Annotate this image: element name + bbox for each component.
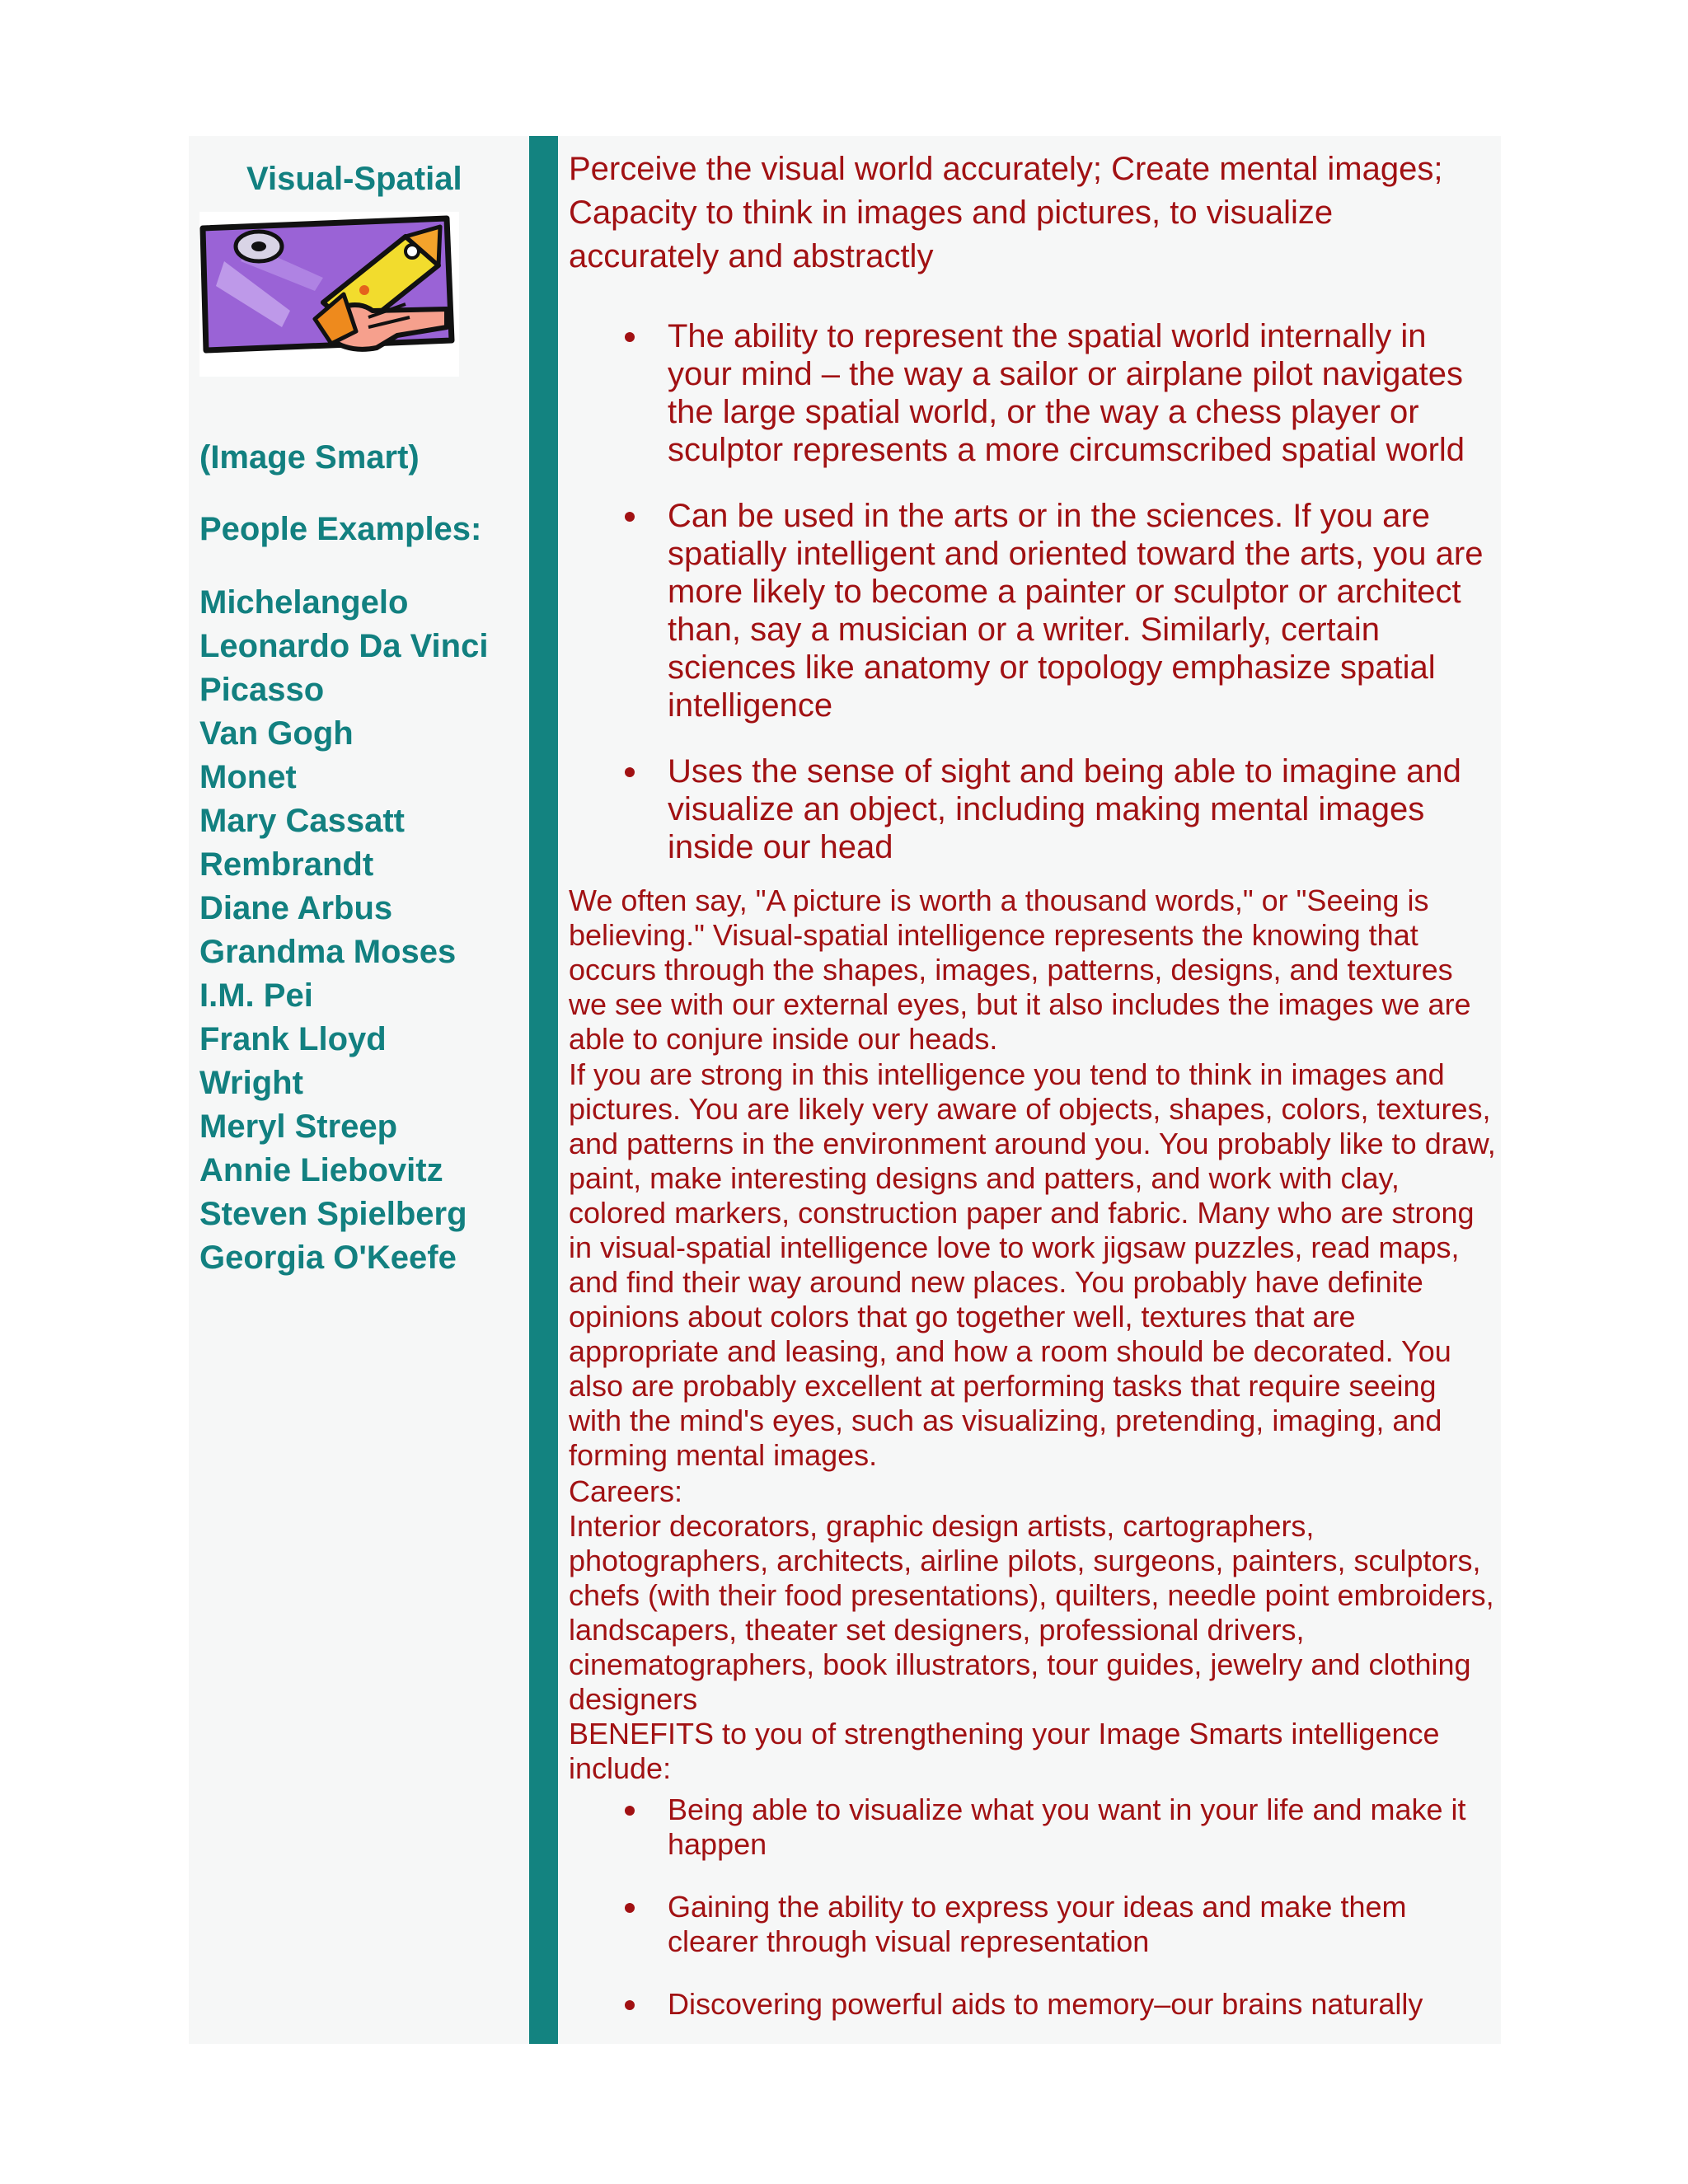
bullet-icon: [625, 512, 635, 522]
list-item: [569, 317, 1492, 469]
list-item: [569, 752, 1492, 866]
sidebar-title: Visual-Spatial: [246, 161, 462, 197]
list-item: Rembrandt: [199, 846, 374, 883]
list-item: Wright: [199, 1065, 303, 1101]
list-item: Monet: [199, 759, 297, 795]
list-item: Georgia O'Keefe: [199, 1240, 457, 1276]
bullet-icon: [625, 767, 635, 777]
people-list: [199, 581, 488, 1280]
list-item: Michelangelo: [199, 584, 409, 621]
benefits-bullet-list: [569, 1793, 1492, 2050]
intro-text: Perceive the visual world accurately; Create mental images; Capacity to think in images and pictures, to visualize accurately and abstractly: [569, 151, 1443, 274]
bullet-icon: [625, 1903, 635, 1913]
list-item: [569, 1890, 1492, 1959]
bullet-icon: [625, 332, 635, 342]
list-item: Leonardo Da Vinci: [199, 628, 489, 664]
list-item: Mary Cassatt: [199, 803, 406, 839]
hand-drawing-icon: [199, 212, 459, 377]
bullet-text: Gaining the ability to express your ideas and make them clearer through visual representation: [668, 1890, 1407, 1958]
list-item: Steven Spielberg: [199, 1196, 467, 1232]
ability-bullet-list: [569, 317, 1492, 894]
careers-label: Careers:: [569, 1474, 683, 1508]
list-item: Diane Arbus: [199, 890, 393, 926]
paragraph: We often say, "A picture is worth a thousand words," or "Seeing is believing." Visual-spatial intelligence represents the knowing that occurs through the shapes, images, patterns, designs, and textures we see with our external eyes, but it also includes the images we are able to conjure inside our heads.: [569, 883, 1471, 1056]
main-content: [569, 136, 1496, 2044]
list-item: [569, 1987, 1492, 2022]
list-item: Van Gogh: [199, 715, 354, 752]
list-item: Picasso: [199, 672, 325, 708]
column-divider: [529, 136, 558, 2044]
people-examples-heading: People Examples:: [199, 511, 482, 547]
paragraph: If you are strong in this intelligence you tend to think in images and pictures. You are likely very aware of objects, shapes, colors, textures, and patterns in the environment around you. You probably like to draw, paint, make interesting designs and patters, and work with clay, colored markers, construction paper and fabric. Many who are strong in visual-spatial intelligence love to work jigsaw puzzles, read maps, and find their way around new places. You probably have definite opinions about colors that go together well, textures that are appropriate and leasing, and how a room should be decorated. You also are probably excellent at performing tasks that require seeing with the mind's eyes, such as visualizing, pretending, imaging, and forming mental images.: [569, 1057, 1496, 1472]
bullet-text: The ability to represent the spatial world internally in your mind – the way a sailor or airplane pilot navigates the large spatial world, or the way a chess player or sculptor represents a more circumscribed spatial world: [668, 318, 1465, 468]
list-item: Annie Liebovitz: [199, 1152, 443, 1188]
bullet-text: Discovering powerful aids to memory–our brains naturally: [668, 1987, 1423, 2021]
careers-list: Interior decorators, graphic design artists, cartographers, photographers, architects, airline pilots, surgeons, painters, sculptors, chefs (with their food presentations), quilters, needle point embroiders, landscapers, theater set designers, professional drivers, cinematographers, book illustrators, tour guides, jewelry and clothing designers: [569, 1509, 1494, 1716]
list-item: Frank Lloyd: [199, 1021, 387, 1057]
sidebar: [189, 136, 527, 2044]
bullet-icon: [625, 2000, 635, 2010]
list-item: [569, 1793, 1492, 1862]
list-item: I.M. Pei: [199, 977, 313, 1014]
list-item: Grandma Moses: [199, 934, 457, 970]
list-item: Meryl Streep: [199, 1108, 398, 1145]
list-item: [569, 497, 1492, 724]
bullet-icon: [625, 1806, 635, 1816]
bullet-text: Being able to visualize what you want in your life and make it happen: [668, 1793, 1466, 1861]
benefits-intro: BENEFITS to you of strengthening your Image Smarts intelligence include:: [569, 1717, 1440, 1785]
image-smart-caption: (Image Smart): [199, 439, 420, 476]
bullet-text: Uses the sense of sight and being able to imagine and visualize an object, including making mental images inside our head: [668, 753, 1461, 865]
bullet-text: Can be used in the arts or in the sciences. If you are spatially intelligent and oriented toward the arts, you are more likely to become a painter or sculptor or architect than, say a musician or a writer. Similarly, certain sciences like anatomy or topology emphasize spatial intelligence: [668, 498, 1484, 724]
